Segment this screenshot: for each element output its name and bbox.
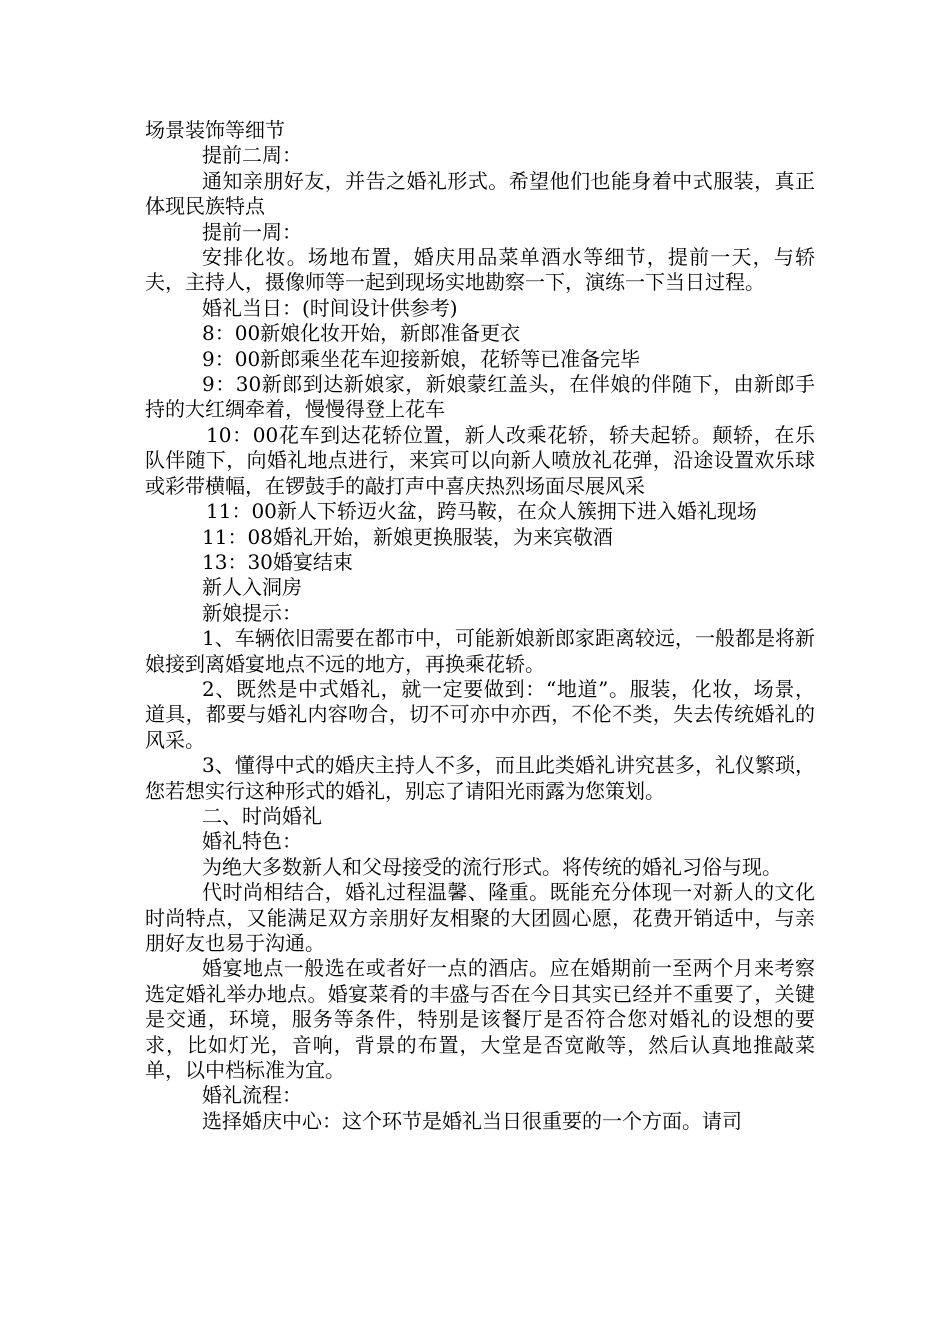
paragraph-popular-form: 为绝大多数新人和父母接受的流行形式。将传统的婚礼习俗与现。: [202, 854, 782, 879]
paragraph-scene-decoration: 场景装饰等细节: [145, 118, 285, 142]
paragraph-wedding-features-heading: 婚礼特色：: [202, 829, 302, 854]
paragraph-time-0800: 8：00新娘化妆开始，新郎准备更衣: [202, 321, 521, 346]
paragraph-banquet-venue: 婚宴地点一般选在或者好一点的酒店。应在婚期前一至两个月来考察选定婚礼举办地点。婚宴菜肴的丰盛与否在今日其实已经并不重要了，关键是交通，环境，服务等条件，特别是该餐厅是否符合您对婚礼的设想的要求，比如灯光，音响，背景的布置，大堂是否宽敞等，然后认真地推敲菜单，以中档标准为宜。: [145, 956, 815, 1083]
paragraph-bride-tips-heading: 新娘提示：: [202, 600, 302, 625]
paragraph-tip-2: 2、既然是中式婚礼，就一定要做到：“地道”。服装，化妆，场景，道具，都要与婚礼内容吻合，切不可亦中亦西，不伦不类，失去传统婚礼的风采。: [145, 676, 815, 752]
paragraph-one-week-heading: 提前一周：: [202, 219, 302, 244]
paragraph-tip-1: 1、车辆依旧需要在都市中，可能新娘新郎家距离较远，一般都是将新娘接到离婚宴地点不远的地方，再换乘花轿。: [145, 626, 815, 676]
paragraph-wedding-day-heading: 婚礼当日：(时间设计供参考): [202, 295, 458, 320]
paragraph-two-weeks-heading: 提前二周：: [202, 143, 302, 168]
paragraph-time-0900: 9：00新郎乘坐花车迎接新娘，花轿等已准备完毕: [202, 346, 641, 371]
paragraph-time-1108: 11：08婚礼开始，新娘更换服装，为来宾敬酒: [202, 524, 613, 549]
paragraph-modern-combination: 代时尚相结合，婚礼过程温馨、隆重。既能充分体现一对新人的文化时尚特点，又能满足双方亲朋好友相聚的大团圆心愿，花费开销适中，与亲朋好友也易于沟通。: [145, 880, 815, 955]
paragraph-wedding-process-heading: 婚礼流程：: [202, 1083, 302, 1108]
paragraph-bridal-chamber: 新人入洞房: [202, 575, 302, 600]
paragraph-time-1000: 10：00花车到达花轿位置，新人改乘花轿，轿夫起轿。颠轿，在乐队伴随下，向婚礼地点进行，来宾可以向新人喷放礼花弹，沿途设置欢乐球或彩带横幅，在锣鼓手的敲打声中喜庆热烈场面尽展风采: [145, 422, 815, 498]
paragraph-time-1330: 13：30婚宴结束: [202, 549, 353, 574]
paragraph-time-1100: 11：00新人下轿迈火盆，跨马鞍，在众人簇拥下进入婚礼现场: [206, 499, 757, 524]
section-heading-modern-wedding: 二、时尚婚礼: [202, 803, 322, 828]
paragraph-select-center: 选择婚庆中心：这个环节是婚礼当日很重要的一个方面。请司: [202, 1108, 742, 1133]
document-body: [145, 118, 815, 1134]
paragraph-arrange-makeup: 安排化妆。场地布置，婚庆用品菜单酒水等细节，提前一天，与轿夫，主持人，摄像师等一起到现场实地勘察一下，演练一下当日过程。: [145, 245, 815, 295]
paragraph-tip-3: 3、懂得中式的婚庆主持人不多，而且此类婚礼讲究甚多，礼仪繁琐，您若想实行这种形式的婚礼，别忘了请阳光雨露为您策划。: [145, 753, 815, 803]
paragraph-time-0930: 9：30新郎到达新娘家，新娘蒙红盖头，在伴娘的伴随下，由新郎手持的大红绸牵着，慢慢得登上花车: [145, 372, 815, 422]
paragraph-notify-friends: 通知亲朋好友，并告之婚礼形式。希望他们也能身着中式服装，真正体现民族特点: [145, 168, 815, 219]
